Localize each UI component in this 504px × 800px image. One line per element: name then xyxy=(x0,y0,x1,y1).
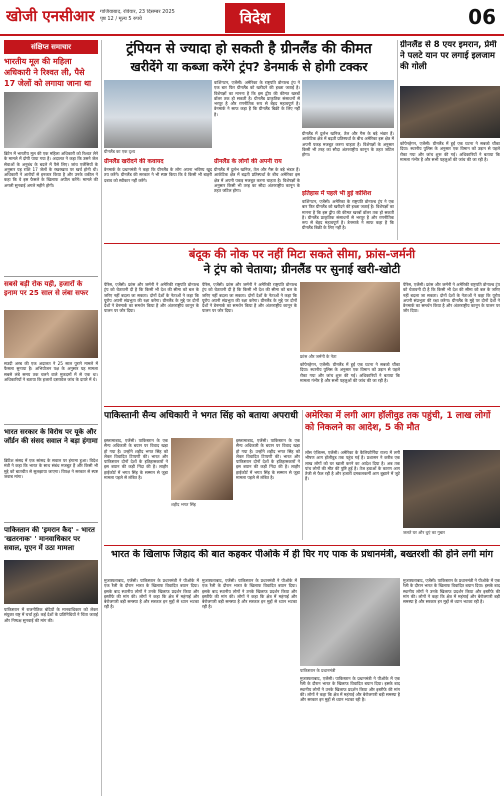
column-divider xyxy=(397,40,398,240)
usa-photo xyxy=(403,450,500,528)
usa-body: लॉस एंजिल्स, एजेंसी। अमेरिका के कैलिफोर्निया राज्य में लगी भीषण आग हॉलीवुड तक पहुंच गई है। प्रशासन ने करीब एक लाख लोगों को घर खाली करने का आदेश दिया है। अब तक पांच लोगों की मौत की पुष्टि हुई है। तेज हवाओं के कारण आग तेजी से फैल रही है और हजारों दमकलकर्मी आग बुझाने में जुटे हैं। xyxy=(305,450,400,482)
divider xyxy=(4,276,98,277)
story-2-body: सउदी अरब की एक अदालत ने 25 साल पुराने मामले में फैसला सुनाया है। अभियोजन पक्ष के अनुसार यह मामला सबसे लंबे समय तक चलने वाले मुकदमों में से एक था। अधिकारियों ने बताया कि हजारों दस्तावेज जांच के दायरे में थे। xyxy=(4,361,98,382)
lead-body-4: ग्रीनलैंड में दुर्लभ खनिज, तेल और गैस के बड़े भंडार हैं। आर्कटिक क्षेत्र में बढ़ती प्रतिस्पर्धा के बीच अमेरिका इस क्षेत्र में अपनी पकड़ मजबूत करना चाहता है। विशेषज्ञों के अनुसार किसी भी तरह का सौदा अंतरराष्ट्रीय कानून के तहत जटिल होगा। xyxy=(214,167,300,194)
lead-body-5: वाशिंगटन, एजेंसी। अमेरिका के राष्ट्रपति डोनाल्ड ट्रंप ने एक बार फिर ग्रीनलैंड को खरीदने की इच्छा जताई है। विशेषज्ञों का मानना है कि इस द्वीप की कीमत खरबों डॉलर तक हो सकती है। ग्रीनलैंड प्राकृतिक संसाधनों से भरपूर है और रणनीतिक रूप से बेहद महत्वपूर्ण है। डेनमार्क ने साफ कहा है कि ग्रीनलैंड बिक्री के लिए नहीं है। xyxy=(302,199,394,231)
lead-body-3: डेनमार्क के प्रधानमंत्री ने कहा कि ग्रीनलैंड के लोग अपना भविष्य खुद तय करेंगे। ग्रीनलैंड की सरकार ने भी स्पष्ट किया कि वे किसी भी बाहरी दबाव को स्वीकार नहीं करेंगे। xyxy=(104,167,212,183)
bottom-photo xyxy=(300,578,400,666)
right-top-headline: ग्रीनलैंड से 8 एयर इमरान, प्रेमी ने पलटे यान पर लगाई इलजाम की गोली xyxy=(400,40,497,72)
band-photo-caption: फ्रांस और जर्मनी के नेता xyxy=(300,354,337,359)
masthead: खोजी एनसीआर xyxy=(6,7,95,25)
right-top-body: कोपेनहेगन, एजेंसी। ग्रीनलैंड में हुई एक घटना ने सबको चौंका दिया। स्थानीय पुलिस के अनुसार एक विमान को उड़ान से पहले रोका गया और जांच शुरू की गई। अधिकारियों ने बताया कि मामला गंभीर है और सभी पहलुओं की जांच की जा रही है। xyxy=(400,141,500,162)
dateline-line-1: गाजियाबाद, रविवार, 23 दिसम्बर 2025 xyxy=(100,9,175,15)
usa-photo-caption: जलते घर और धुएं का गुबार xyxy=(403,530,445,535)
bottom-body-2: मुजफ्फराबाद, एजेंसी। पाकिस्तान के प्रधानमंत्री ने पीओके में एक रैली के दौरान भारत के खिलाफ विवादित बयान दिया। इसके बाद स्थानीय लोगों ने उनके खिलाफ प्रदर्शन किया और इस्तीफे की मांग की। लोगों ने कहा कि क्षेत्र में महंगाई और बेरोजगारी बड़ी समस्या है और सरकार इन मुद्दों से ध्यान भटका रही है। xyxy=(202,578,297,610)
lead-subhead-3: इतिहास में पहले भी हुई कोशिश xyxy=(302,190,372,197)
pak-headline: पाकिस्तानी सैन्य अधिकारी ने भगत सिंह को बताया अपराधी xyxy=(104,411,298,421)
lead-subhead-1: ग्रीनलैंड खरीदने की कवायद xyxy=(104,158,164,165)
story-3-body: ब्रिटिश संसद में एक सांसद के सवाल पर हंगामा हुआ। विदेश मंत्री ने कहा कि भारत के साथ संबंध मजबूत हैं और किसी भी मुद्दे को बातचीत से सुलझाया जाएगा। विपक्ष ने सरकार से स्पष्ट जवाब मांगा। xyxy=(4,458,98,479)
bottom-body-3: मुजफ्फराबाद, एजेंसी। पाकिस्तान के प्रधानमंत्री ने पीओके में एक रैली के दौरान भारत के खिलाफ विवादित बयान दिया। इसके बाद स्थानीय लोगों ने उनके खिलाफ प्रदर्शन किया और इस्तीफे की मांग की। लोगों ने कहा कि क्षेत्र में महंगाई और बेरोजगारी बड़ी समस्या है और सरकार इन मुद्दों से ध्यान भटका रही है। xyxy=(300,676,400,703)
lead-photo-caption: ग्रीनलैंड का एक दृश्य xyxy=(104,149,136,154)
dateline-line-2: पृष्ठ 12 / मूल्य 5 रुपये xyxy=(100,16,142,22)
divider xyxy=(4,424,98,425)
bottom-body-1: मुजफ्फराबाद, एजेंसी। पाकिस्तान के प्रधानमंत्री ने पीओके में एक रैली के दौरान भारत के खिलाफ विवादित बयान दिया। इसके बाद स्थानीय लोगों ने उनके खिलाफ प्रदर्शन किया और इस्तीफे की मांग की। लोगों ने कहा कि क्षेत्र में महंगाई और बेरोजगारी बड़ी समस्या है और सरकार इन मुद्दों से ध्यान भटका रही है। xyxy=(104,578,199,610)
divider xyxy=(104,243,500,244)
story-2-headline: सबसे बड़ी रोक यही, हजारों के इनाम पर 25 साल से लंबा सफर xyxy=(4,280,89,297)
section-title: विदेश xyxy=(225,3,285,33)
brief-news-photo xyxy=(4,92,98,148)
lead-photo xyxy=(104,80,212,148)
band-body-1: पेरिस, एजेंसी। फ्रांस और जर्मनी ने अमेरिकी राष्ट्रपति डोनाल्ड ट्रंप को चेतावनी दी है कि किसी भी देश की सीमा को बल के जरिए नहीं बदला जा सकता। दोनों देशों के नेताओं ने कहा कि यूरोप अपनी संप्रभुता की रक्षा करेगा। ग्रीनलैंड के मुद्दे पर दोनों देशों ने डेनमार्क का समर्थन किया है और अंतरराष्ट्रीय कानून के पालन पर जोर दिया। xyxy=(104,282,199,314)
divider xyxy=(104,406,500,407)
brief-news-title: भारतीय मूल की महिला अधिकारी ने रिश्वत ली, पैसे 17 जेलों को लगाया जाना था xyxy=(4,57,92,88)
story-4-headline: पाकिस्तान की 'इमरान कैद' - भारत 'खतरनाक' ' मानवाधिकार पर सवाल, यूएन में उठा मामला xyxy=(4,526,95,552)
column-divider xyxy=(302,410,303,540)
page-number: 06 xyxy=(468,5,496,29)
pak-body-2: इस्लामाबाद, एजेंसी। पाकिस्तान के एक सैन्य अधिकारी के बयान पर विवाद खड़ा हो गया है। उन्होंने शहीद भगत सिंह को लेकर विवादित टिप्पणी की। भारत और पाकिस्तान दोनों देशों के इतिहासकारों ने इस बयान की कड़ी निंदा की है। लाहौर हाईकोर्ट में भगत सिंह के सम्मान से जुड़ा मामला पहले से लंबित है। xyxy=(236,438,300,481)
usa-headline: अमेरिका में लगी आग हॉलीवुड तक पहुंची, 1 लाख लोगों को निकलने का आदेश, 5 की मौत xyxy=(305,411,491,433)
lead-body-2: ग्रीनलैंड में दुर्लभ खनिज, तेल और गैस के बड़े भंडार हैं। आर्कटिक क्षेत्र में बढ़ती प्रतिस्पर्धा के बीच अमेरिका इस क्षेत्र में अपनी पकड़ मजबूत करना चाहता है। विशेषज्ञों के अनुसार किसी भी तरह का सौदा अंतरराष्ट्रीय कानून के तहत जटिल होगा। xyxy=(302,131,394,158)
bottom-photo-caption: पाकिस्तान के प्रधानमंत्री xyxy=(300,668,336,673)
story-4-photo xyxy=(4,560,98,604)
lead-headline-1: ट्रंपियन से ज्यादा हो सकती है ग्रीनलैंड की कीमत xyxy=(126,41,372,57)
band-body-4: कोपेनहेगन, एजेंसी। ग्रीनलैंड में हुई एक घटना ने सबको चौंका दिया। स्थानीय पुलिस के अनुसार एक विमान को उड़ान से पहले रोका गया और जांच शुरू की गई। अधिकारियों ने बताया कि मामला गंभीर है और सभी पहलुओं की जांच की जा रही है। xyxy=(300,362,400,383)
band-body-2: पेरिस, एजेंसी। फ्रांस और जर्मनी ने अमेरिकी राष्ट्रपति डोनाल्ड ट्रंप को चेतावनी दी है कि किसी भी देश की सीमा को बल के जरिए नहीं बदला जा सकता। दोनों देशों के नेताओं ने कहा कि यूरोप अपनी संप्रभुता की रक्षा करेगा। ग्रीनलैंड के मुद्दे पर दोनों देशों ने डेनमार्क का समर्थन किया है और अंतरराष्ट्रीय कानून के पालन पर जोर दिया। xyxy=(202,282,297,314)
band-body-3: पेरिस, एजेंसी। फ्रांस और जर्मनी ने अमेरिकी राष्ट्रपति डोनाल्ड ट्रंप को चेतावनी दी है कि किसी भी देश की सीमा को बल के जरिए नहीं बदला जा सकता। दोनों देशों के नेताओं ने कहा कि यूरोप अपनी संप्रभुता की रक्षा करेगा। ग्रीनलैंड के मुद्दे पर दोनों देशों ने डेनमार्क का समर्थन किया है और अंतरराष्ट्रीय कानून के पालन पर जोर दिया। xyxy=(403,282,500,314)
divider xyxy=(4,522,98,523)
page-header xyxy=(0,0,504,36)
story-4-body: पाकिस्तान में राजनीतिक बंदियों के मानवाधिकार को लेकर संयुक्त राष्ट्र में चर्चा हुई। कई देशों के प्रतिनिधियों ने चिंता जताई और निष्पक्ष सुनवाई की मांग की। xyxy=(4,607,98,623)
brief-news-body: ब्रिटेन में भारतीय मूल की एक महिला अधिकारी को रिश्वत लेने के मामले में दोषी पाया गया है। अदालत ने कहा कि उसने जेल सेवाओं के अनुबंध के बदले में पैसे लिए। जांच एजेंसियों के अनुसार यह राशि 17 जेलों के रखरखाव पर खर्च होनी थी। अधिकारी ने आरोपों से इनकार किया है और उनके वकील ने कहा कि वे इस फैसले के खिलाफ अपील करेंगे। मामले की अगली सुनवाई अगले महीने होगी। xyxy=(4,151,98,188)
bottom-body-4: मुजफ्फराबाद, एजेंसी। पाकिस्तान के प्रधानमंत्री ने पीओके में एक रैली के दौरान भारत के खिलाफ विवादित बयान दिया। इसके बाद स्थानीय लोगों ने उनके खिलाफ प्रदर्शन किया और इस्तीफे की मांग की। लोगों ने कहा कि क्षेत्र में महंगाई और बेरोजगारी बड़ी समस्या है और सरकार इन मुद्दों से ध्यान भटका रही है। xyxy=(403,578,500,605)
band-headline-2: ने ट्रंप को चेताया; ग्रीनलैंड पर सुनाई खरी-खोटी xyxy=(203,262,401,276)
story-3-headline: भारत सरकार के विरोध पर यूके और जॉर्डन की संसद सवाल ने बड़ा हंगामा xyxy=(4,428,98,445)
brief-news-label: संक्षिप्त समाचार xyxy=(4,40,98,54)
lead-headline-2: खरीदेंगे या कब्जा करेंगे ट्रंप? डेनमार्क से होगी टक्कर xyxy=(130,59,368,74)
band-photo xyxy=(300,282,400,352)
divider xyxy=(104,545,500,546)
pak-body-1: इस्लामाबाद, एजेंसी। पाकिस्तान के एक सैन्य अधिकारी के बयान पर विवाद खड़ा हो गया है। उन्होंने शहीद भगत सिंह को लेकर विवादित टिप्पणी की। भारत और पाकिस्तान दोनों देशों के इतिहासकारों ने इस बयान की कड़ी निंदा की है। लाहौर हाईकोर्ट में भगत सिंह के सम्मान से जुड़ा मामला पहले से लंबित है। xyxy=(104,438,168,481)
column-divider xyxy=(101,40,102,796)
lead-photo-2 xyxy=(302,80,394,128)
lead-body-1: वाशिंगटन, एजेंसी। अमेरिका के राष्ट्रपति डोनाल्ड ट्रंप ने एक बार फिर ग्रीनलैंड को खरीदने की इच्छा जताई है। विशेषज्ञों का मानना है कि इस द्वीप की कीमत खरबों डॉलर तक हो सकती है। ग्रीनलैंड प्राकृतिक संसाधनों से भरपूर है और रणनीतिक रूप से बेहद महत्वपूर्ण है। डेनमार्क ने साफ कहा है कि ग्रीनलैंड बिक्री के लिए नहीं है। xyxy=(214,80,300,117)
band-headline-1: बंदूक की नोक पर नहीं मिटा सकते सीमा, फ्रांस-जर्मनी xyxy=(188,247,416,261)
pak-photo xyxy=(171,438,233,500)
right-top-photo xyxy=(400,86,500,138)
story-2-photo xyxy=(4,310,98,358)
dateline xyxy=(100,9,220,23)
bottom-headline: भारत के खिलाफ जिहाद की बात कहकर पीओके में ही घिर गए पाक के प्रधानमंत्री, बख्तरशी की होने लगी मांग xyxy=(111,549,493,560)
pak-photo-caption: शहीद भगत सिंह xyxy=(171,502,196,507)
lead-subhead-2: ग्रीनलैंड के लोगों की अपनी राय xyxy=(214,158,282,165)
